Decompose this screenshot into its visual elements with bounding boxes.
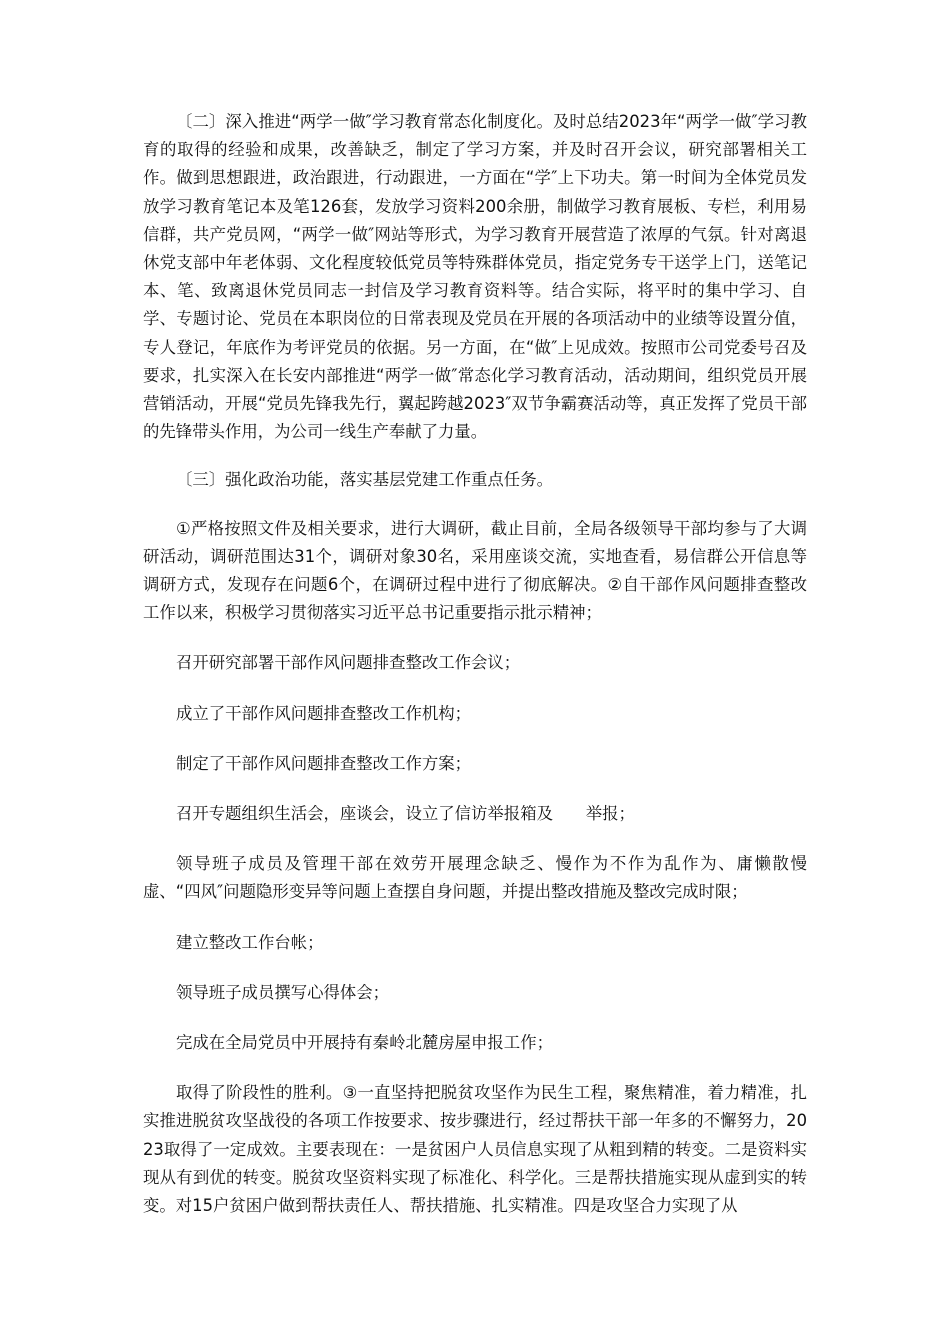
list-item: 完成在全局党员中开展持有秦岭北麓房屋申报工作； [176, 1033, 553, 1053]
paragraph-poverty-alleviation: 取得了阶段性的胜利。③一直坚持把脱贫攻坚作为民生工程，聚焦精准，着力精准，扎实推进脱贫攻坚战役的各项工作按要求、按步骤进行，经过帮扶干部一年多的不懈努力，2023取得了一定成效。主要表现在：一是贫困户人员信息实现了从粗到精的转变。二是资料实现从有到优的转变。脱贫攻坚资料实现了标准化、科学化。三是帮扶措施实现从虚到实的转变。对15户贫困户做到帮扶责任人、帮扶措施、扎实精准。四是攻坚合力实现了从 [143, 1083, 807, 1216]
list-item: 建立整改工作台帐； [176, 932, 324, 952]
list-item: 成立了干部作风问题排查整改工作机构； [176, 703, 472, 723]
paragraph-section-two: 〔二〕深入推进“两学一做″学习教育常态化制度化。及时总结2023年“两学一做″学习教育的取得的经验和成果，改善缺乏，制定了学习方案，并及时召开会议，研究部署相关工作。做到思想跟进，政治跟进，行动跟进，一方面在“学″上下功夫。第一时间为全体党员发放学习教育笔记本及笔126套，发放学习资料200余册，制做学习教育展板、专栏，利用易信群，共产党员网，“两学一做″网站等形式，为学习教育开展营造了浓厚的气氛。针对离退休党支部中年老体弱、文化程度较低党员等特殊群体党员，指定党务专干送学上门，送笔记本、笔、致离退休党员同志一封信及学习教育资料等。结合实际，将平时的集中学习、自学、专题讨论、党员在本职岗位的日常表现及党员在开展的各项活动中的业绩等设置分值，专人登记，年底作为考评党员的依据。另一方面，在“做″上见成效。按照市公司党委号召及要求，扎实深入在长安内部推进“两学一做″常态化学习教育活动，活动期间，组织党员开展营销活动，开展“党员先锋我先行，翼起跨越2023″双节争霸赛活动等，真正发挥了党员干部的先锋带头作用，为公司一线生产奉献了力量。 [143, 112, 807, 442]
list-item: 领导班子成员撰写心得体会； [176, 982, 390, 1002]
list-item: 召开研究部署干部作风问题排查整改工作会议； [176, 653, 521, 673]
paragraph-research: ①严格按照文件及相关要求，进行大调研，截止目前，全局各级领导干部均参与了大调研活动，调研范围达31个，调研对象30名，采用座谈交流，实地查看，易信群公开信息等调研方式，发现存在问题6个，在调研过程中进行了彻底解决。②自干部作风问题排查整改工作以来，积极学习贯彻落实习近平总书记重要指示批示精神； [143, 518, 807, 623]
document-body [143, 108, 807, 1220]
list-item: 制定了干部作风问题排查整改工作方案； [176, 753, 472, 773]
list-item: 领导班子成员及管理干部在效劳开展理念缺乏、慢作为不作为乱作为、庸懒散慢虚、“四风″问题隐形变异等问题上查摆自身问题，并提出整改措施及整改完成时限； [143, 854, 807, 902]
list-item: 召开专题组织生活会，座谈会，设立了信访举报箱及 举报； [176, 804, 635, 824]
paragraph-section-three-heading: 〔三〕强化政治功能，落实基层党建工作重点任务。 [176, 470, 553, 490]
